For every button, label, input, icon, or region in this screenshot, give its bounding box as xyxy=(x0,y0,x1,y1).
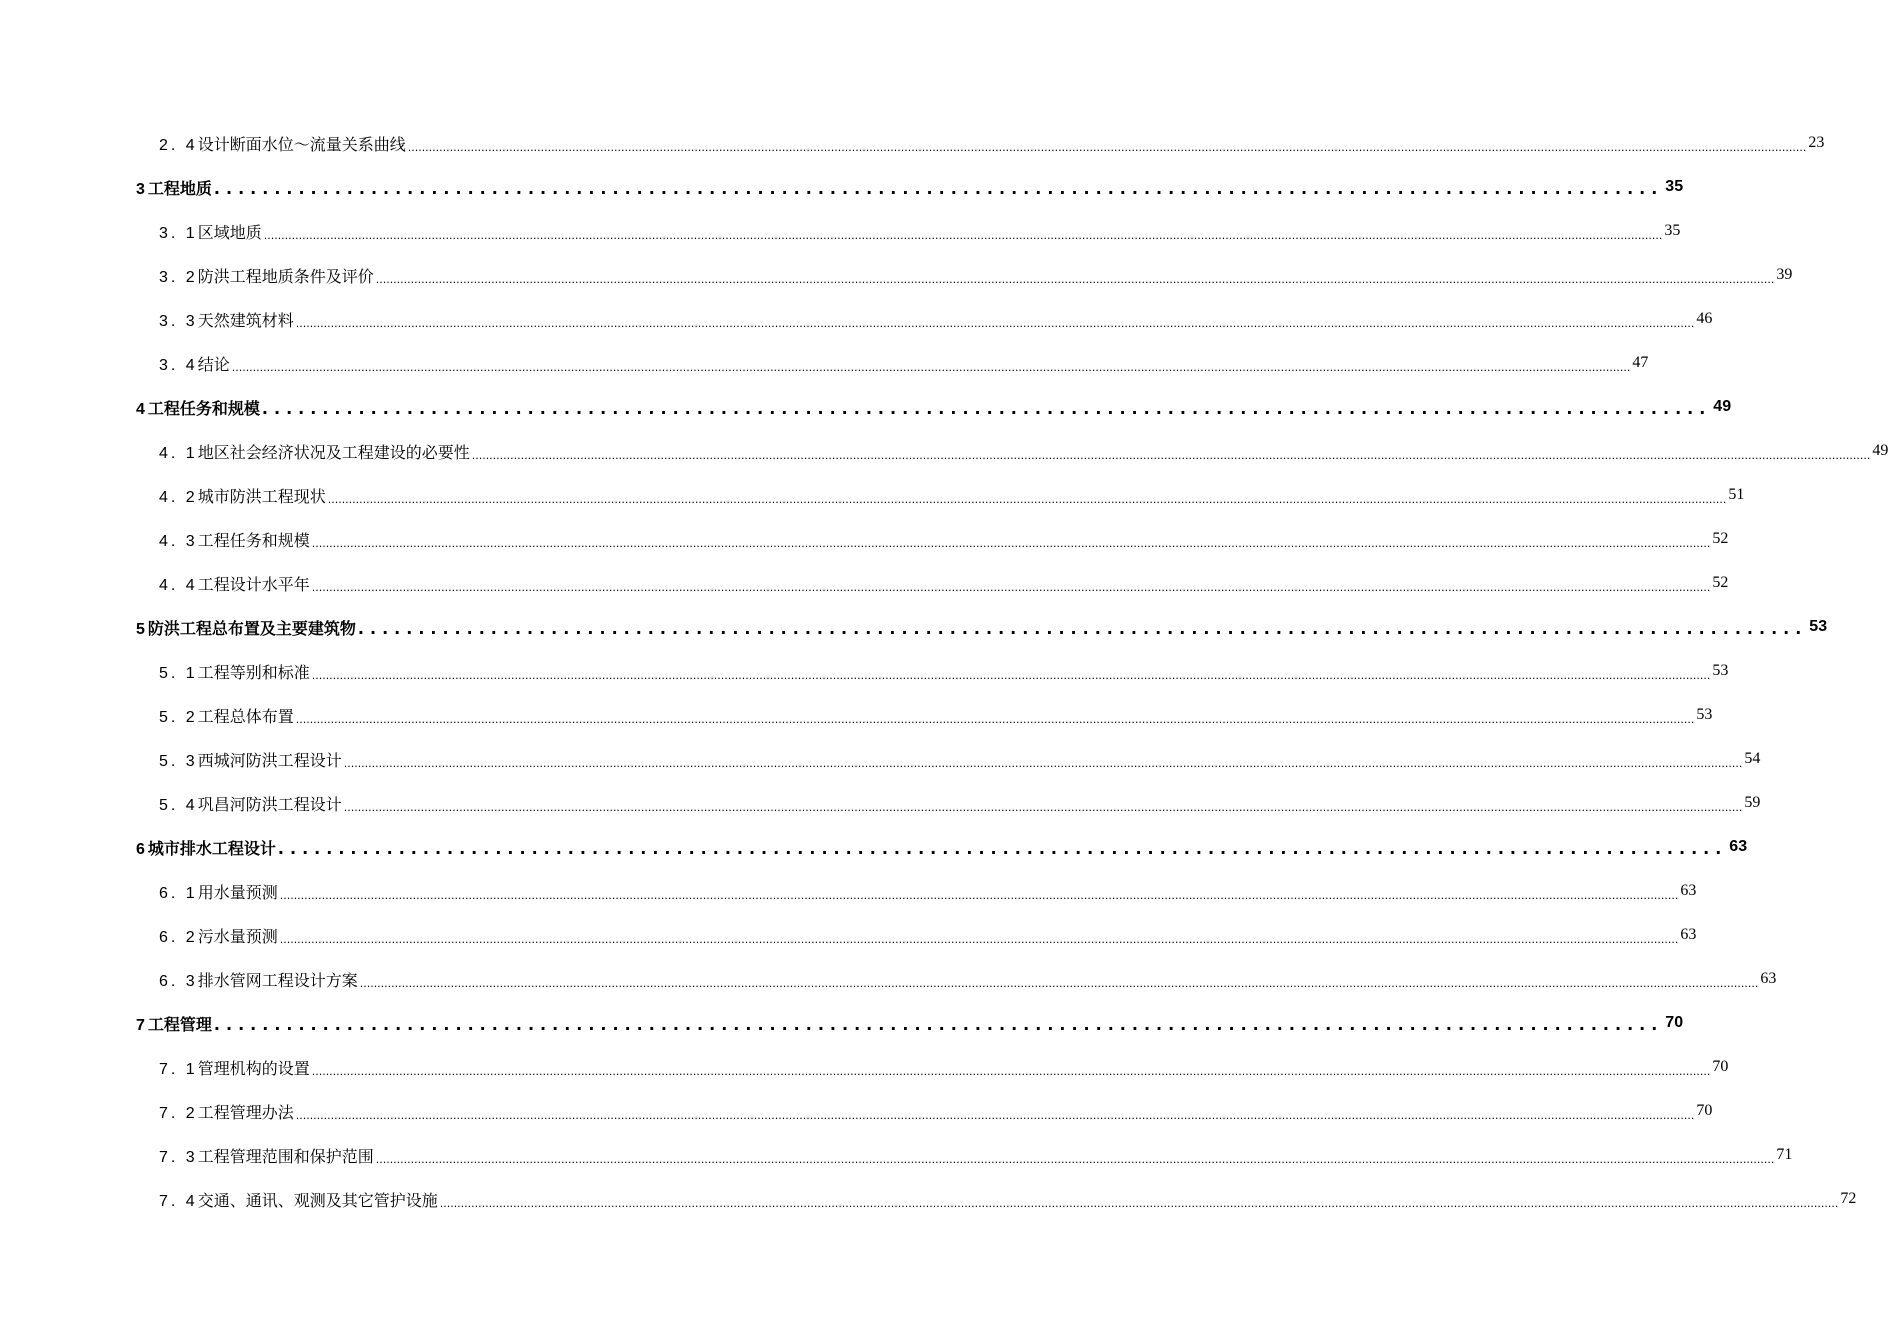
toc-entry-label xyxy=(136,616,356,639)
toc-entry-title: 用水量预测 xyxy=(197,882,278,902)
table-of-contents xyxy=(0,121,1888,1221)
toc-entry-number: 4. 4 xyxy=(159,576,198,594)
toc-entry-title: 工程管理范围和保护范围 xyxy=(197,1146,374,1166)
toc-entry-title: 管理机构的设置 xyxy=(197,1058,310,1078)
toc-entry-label xyxy=(136,836,276,859)
toc-page-number: 53 xyxy=(1809,618,1828,635)
toc-dot-leader: ................................................................................................................................................................................................................................................................................................................................................................................................................ xyxy=(375,273,1775,286)
toc-section-entry[interactable] xyxy=(0,1089,1713,1133)
toc-entry-title: 工程管理办法 xyxy=(197,1102,294,1122)
toc-entry-number: 7. 2 xyxy=(159,1104,198,1122)
toc-entry-number: 4. 2 xyxy=(159,488,198,506)
toc-page-number: 39 xyxy=(1776,266,1793,283)
toc-entry-number: 5. 3 xyxy=(159,752,198,770)
toc-page-number: 47 xyxy=(1632,354,1649,371)
toc-dot-leader: ................................................................................................................................................................................................................................................................................................................................................................................................................ xyxy=(295,1109,1695,1122)
toc-dot-leader: ................................................................................................................................................................................................................................................................................................................................................................................................................ xyxy=(263,229,1663,242)
toc-entry-number: 6. 1 xyxy=(159,884,198,902)
toc-entry-number: 4 xyxy=(136,400,148,418)
toc-entry-label xyxy=(159,880,278,903)
toc-entry-title: 防洪工程地质条件及评价 xyxy=(197,266,374,286)
toc-entry-title: 巩昌河防洪工程设计 xyxy=(197,794,342,814)
toc-page-number: 63 xyxy=(1680,882,1697,899)
toc-entry-title: 防洪工程总布置及主要建筑物 xyxy=(147,618,356,638)
toc-page-number: 53 xyxy=(1712,662,1729,679)
toc-section-entry[interactable] xyxy=(0,781,1761,825)
toc-page-number: 72 xyxy=(1840,1190,1857,1207)
toc-dot-leader: ................................................................................................................................................................................................................................................................................................................................................................................................................ xyxy=(375,1153,1775,1166)
toc-entry-title: 城市防洪工程现状 xyxy=(197,486,326,506)
toc-dot-leader: ................................................................................................................................................................................................................................................................................................................................................................................................................ xyxy=(311,669,1711,682)
toc-chapter-entry[interactable] xyxy=(0,825,1748,869)
toc-entry-number: 3 xyxy=(136,180,148,198)
toc-page-number: 70 xyxy=(1665,1014,1684,1031)
toc-dot-leader: ........................................................................................................................ xyxy=(277,839,1728,858)
toc-entry-title: 天然建筑材料 xyxy=(197,310,294,330)
toc-page-number: 23 xyxy=(1808,134,1825,151)
toc-entry-label xyxy=(159,528,310,551)
toc-entry-number: 7 xyxy=(136,1016,148,1034)
toc-dot-leader: ................................................................................................................................................................................................................................................................................................................................................................................................................ xyxy=(295,317,1695,330)
toc-dot-leader: ................................................................................................................................................................................................................................................................................................................................................................................................................ xyxy=(327,493,1727,506)
toc-section-entry[interactable] xyxy=(0,429,1888,473)
toc-entry-number: 4. 1 xyxy=(159,444,198,462)
toc-dot-leader: ................................................................................................................................................................................................................................................................................................................................................................................................................ xyxy=(359,977,1759,990)
toc-entry-label xyxy=(159,132,406,155)
toc-entry-number: 3. 2 xyxy=(159,268,198,286)
toc-entry-number: 5. 4 xyxy=(159,796,198,814)
toc-dot-leader: ................................................................................................................................................................................................................................................................................................................................................................................................................ xyxy=(295,713,1695,726)
toc-entry-label xyxy=(159,352,230,375)
toc-entry-number: 7. 4 xyxy=(159,1192,198,1210)
toc-entry-number: 3. 3 xyxy=(159,312,198,330)
toc-section-entry[interactable] xyxy=(0,473,1745,517)
toc-entry-number: 7. 1 xyxy=(159,1060,198,1078)
toc-section-entry[interactable] xyxy=(0,517,1729,561)
toc-dot-leader: ................................................................................................................................................................................................................................................................................................................................................................................................................ xyxy=(311,581,1711,594)
toc-entry-title: 工程地质 xyxy=(147,178,212,198)
toc-entry-label xyxy=(136,396,260,419)
toc-dot-leader: ........................................................................................................................ xyxy=(261,399,1712,418)
toc-dot-leader: ........................................................................................................................ xyxy=(357,619,1808,638)
toc-dot-leader: ................................................................................................................................................................................................................................................................................................................................................................................................................ xyxy=(279,889,1679,902)
toc-page-number: 71 xyxy=(1776,1146,1793,1163)
toc-section-entry[interactable] xyxy=(0,1045,1729,1089)
toc-section-entry[interactable] xyxy=(0,561,1729,605)
toc-entry-label xyxy=(159,1100,294,1123)
toc-chapter-entry[interactable] xyxy=(0,1001,1684,1045)
toc-page-number: 63 xyxy=(1729,838,1748,855)
toc-section-entry[interactable] xyxy=(0,253,1793,297)
toc-entry-title: 交通、通讯、观测及其它管护设施 xyxy=(197,1190,438,1210)
toc-dot-leader: ................................................................................................................................................................................................................................................................................................................................................................................................................ xyxy=(343,757,1743,770)
toc-entry-label xyxy=(159,968,358,991)
toc-dot-leader: ........................................................................................................................ xyxy=(213,179,1664,198)
toc-page-number: 70 xyxy=(1696,1102,1713,1119)
toc-section-entry[interactable] xyxy=(0,649,1729,693)
toc-entry-label xyxy=(159,792,342,815)
toc-dot-leader: ................................................................................................................................................................................................................................................................................................................................................................................................................ xyxy=(231,361,1631,374)
toc-page-number: 49 xyxy=(1872,442,1888,459)
toc-section-entry[interactable] xyxy=(0,1177,1857,1221)
toc-entry-label xyxy=(159,264,374,287)
toc-page-number: 52 xyxy=(1712,530,1729,547)
toc-chapter-entry[interactable] xyxy=(0,605,1828,649)
toc-entry-label xyxy=(159,308,294,331)
toc-section-entry[interactable] xyxy=(0,1133,1793,1177)
toc-entry-number: 3. 4 xyxy=(159,356,198,374)
toc-chapter-entry[interactable] xyxy=(0,385,1732,429)
toc-entry-number: 7. 3 xyxy=(159,1148,198,1166)
toc-section-entry[interactable] xyxy=(0,913,1697,957)
toc-entry-label xyxy=(159,1056,310,1079)
toc-page-number: 49 xyxy=(1713,398,1732,415)
toc-page-number: 52 xyxy=(1712,574,1729,591)
toc-entry-title: 工程等别和标准 xyxy=(197,662,310,682)
toc-page-number: 53 xyxy=(1696,706,1713,723)
toc-entry-number: 4. 3 xyxy=(159,532,198,550)
toc-section-entry[interactable] xyxy=(0,737,1761,781)
toc-dot-leader: ................................................................................................................................................................................................................................................................................................................................................................................................................ xyxy=(311,537,1711,550)
toc-entry-title: 西城河防洪工程设计 xyxy=(197,750,342,770)
toc-page-number: 70 xyxy=(1712,1058,1729,1075)
toc-entry-title: 设计断面水位～流量关系曲线 xyxy=(197,134,406,154)
toc-dot-leader: ................................................................................................................................................................................................................................................................................................................................................................................................................ xyxy=(439,1197,1839,1210)
toc-page-number: 46 xyxy=(1696,310,1713,327)
toc-entry-label xyxy=(159,220,262,243)
toc-entry-title: 结论 xyxy=(197,354,230,374)
toc-entry-number: 6. 2 xyxy=(159,928,198,946)
toc-section-entry[interactable] xyxy=(0,957,1777,1001)
toc-entry-label xyxy=(159,572,310,595)
toc-entry-label xyxy=(136,1012,212,1035)
toc-entry-title: 工程设计水平年 xyxy=(197,574,310,594)
toc-entry-title: 地区社会经济状况及工程建设的必要性 xyxy=(197,442,470,462)
toc-page-number: 35 xyxy=(1664,222,1681,239)
toc-page-number: 35 xyxy=(1665,178,1684,195)
toc-entry-label xyxy=(159,704,294,727)
toc-dot-leader: ................................................................................................................................................................................................................................................................................................................................................................................................................ xyxy=(279,933,1679,946)
toc-entry-label xyxy=(159,1188,438,1211)
toc-page-number: 63 xyxy=(1760,970,1777,987)
toc-chapter-entry[interactable] xyxy=(0,165,1684,209)
toc-entry-label xyxy=(159,924,278,947)
toc-entry-title: 工程任务和规模 xyxy=(147,398,260,418)
toc-entry-title: 排水管网工程设计方案 xyxy=(197,970,358,990)
toc-entry-label xyxy=(159,440,470,463)
toc-page-number: 51 xyxy=(1728,486,1745,503)
toc-section-entry[interactable] xyxy=(0,297,1713,341)
toc-entry-number: 2. 4 xyxy=(159,136,198,154)
toc-entry-title: 污水量预测 xyxy=(197,926,278,946)
toc-dot-leader: ........................................................................................................................ xyxy=(213,1015,1664,1034)
toc-entry-title: 区域地质 xyxy=(197,222,262,242)
toc-entry-label xyxy=(136,176,212,199)
toc-page-number: 59 xyxy=(1744,794,1761,811)
toc-section-entry[interactable] xyxy=(0,209,1681,253)
toc-entry-label xyxy=(159,660,310,683)
toc-dot-leader: ................................................................................................................................................................................................................................................................................................................................................................................................................ xyxy=(407,141,1807,154)
toc-entry-title: 城市排水工程设计 xyxy=(147,838,276,858)
toc-section-entry[interactable] xyxy=(0,693,1713,737)
toc-entry-title: 工程管理 xyxy=(147,1014,212,1034)
toc-page-number: 63 xyxy=(1680,926,1697,943)
toc-entry-number: 6 xyxy=(136,840,148,858)
toc-section-entry[interactable] xyxy=(0,341,1649,385)
toc-entry-number: 5. 2 xyxy=(159,708,198,726)
toc-section-entry[interactable] xyxy=(0,121,1825,165)
toc-section-entry[interactable] xyxy=(0,869,1697,913)
toc-dot-leader: ................................................................................................................................................................................................................................................................................................................................................................................................................ xyxy=(343,801,1743,814)
toc-entry-number: 6. 3 xyxy=(159,972,198,990)
toc-dot-leader: ................................................................................................................................................................................................................................................................................................................................................................................................................ xyxy=(471,449,1871,462)
toc-entry-number: 5 xyxy=(136,620,148,638)
toc-page-number: 54 xyxy=(1744,750,1761,767)
toc-entry-number: 5. 1 xyxy=(159,664,198,682)
toc-entry-title: 工程任务和规模 xyxy=(197,530,310,550)
toc-entry-label xyxy=(159,484,326,507)
toc-entry-label xyxy=(159,1144,374,1167)
toc-entry-title: 工程总体布置 xyxy=(197,706,294,726)
toc-entry-label xyxy=(159,748,342,771)
toc-entry-number: 3. 1 xyxy=(159,224,198,242)
toc-dot-leader: ................................................................................................................................................................................................................................................................................................................................................................................................................ xyxy=(311,1065,1711,1078)
